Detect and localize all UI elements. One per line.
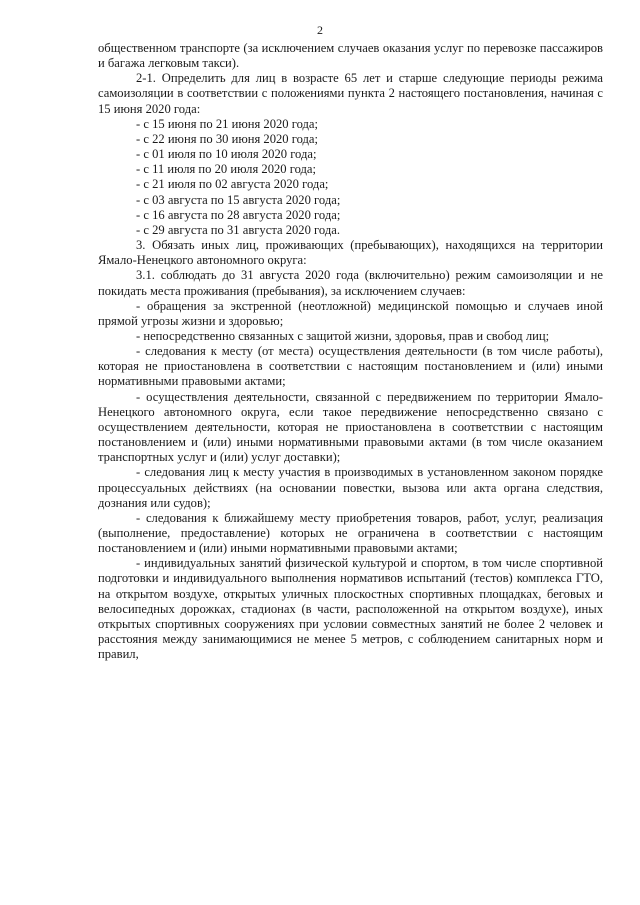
list-item-period-7: - с 16 августа по 28 августа 2020 года; (136, 207, 341, 222)
list-item-period-4: - с 11 июля по 20 июля 2020 года; (136, 162, 317, 177)
list-item-procedural: - следования лиц к месту участия в производимых в установленном законом порядке процессуальных действиях (на основании повестки, вызова или акта органа следствия, дознания или судов); (98, 465, 603, 510)
list-item-sports: - индивидуальных занятий физической культурой и спортом, в том числе спортивной подготовки и индивидуального выполнения нормативов испытаний (тестов) комплекса ГТО, на открытом воздухе, открытых уличных плоскостных спортивных площадках, беговых и велосипедных дорожках, стадионах (в части, расположенной на открытом воздухе), иных открытых спортивных сооружениях при условии совместных занятий не более 2 человек и расстояния между занимающимися не менее 5 метров, с соблюдением санитарных норм и правил, (98, 556, 603, 662)
paragraph-transport-continuation: общественном транспорте (за исключением случаев оказания услуг по перевозке пассажиров и багажа легковым такси). (98, 41, 603, 71)
paragraph-3: 3. Обязать иных лиц, проживающих (пребывающих), находящихся на территории Ямало-Ненецкого автономного округа: (98, 238, 603, 268)
page-number: 2 (317, 23, 323, 37)
list-item-period-8: - с 29 августа по 31 августа 2020 года. (136, 222, 340, 237)
list-item-work: - следования к месту (от места) осуществления деятельности (в том числе работы), которая не приостановлена в соответствии с настоящим постановлением и (или) иными нормативными правовыми актами; (98, 344, 603, 389)
list-item-activity-movement: - осуществления деятельности, связанной с передвижением по территории Ямало-Ненецкого автономного округа, если такое передвижение непосредственно связано с осуществлением деятельности, которая не приостановлена в соответствии с настоящим постановлением и (или) иными нормативными правовыми актами (в том числе оказанием транспортных услуг и (или) услуг доставки); (98, 389, 603, 465)
paragraph-2-1: 2-1. Определить для лиц в возрасте 65 лет и старше следующие периоды режима самоизоляции в соответствии с положениями пункта 2 настоящего постановления, начиная с 15 июня 2020 года: (98, 71, 603, 116)
list-item-rights: - непосредственно связанных с защитой жизни, здоровья, прав и свобод лиц; (136, 328, 550, 343)
list-item-period-5: - с 21 июля по 02 августа 2020 года; (136, 177, 329, 192)
document-body (98, 41, 603, 662)
list-item-period-2: - с 22 июня по 30 июня 2020 года; (136, 131, 319, 146)
paragraph-3-1: 3.1. соблюдать до 31 августа 2020 года (включительно) режим самоизоляции и не покидать места проживания (пребывания), за исключением случаев: (98, 268, 603, 298)
list-item-shopping: - следования к ближайшему месту приобретения товаров, работ, услуг, реализация (выполнение, предоставление) которых не ограничена в соответствии с настоящим постановлением и (или) иными нормативными правовыми актами; (98, 510, 603, 556)
list-item-medical: - обращения за экстренной (неотложной) медицинской помощью и случаев иной прямой угрозы жизни и здоровью; (98, 298, 603, 328)
list-item-period-3: - с 01 июля по 10 июля 2020 года; (136, 147, 317, 162)
list-item-period-1: - с 15 июня по 21 июня 2020 года; (136, 116, 319, 131)
list-item-period-6: - с 03 августа по 15 августа 2020 года; (136, 192, 341, 207)
